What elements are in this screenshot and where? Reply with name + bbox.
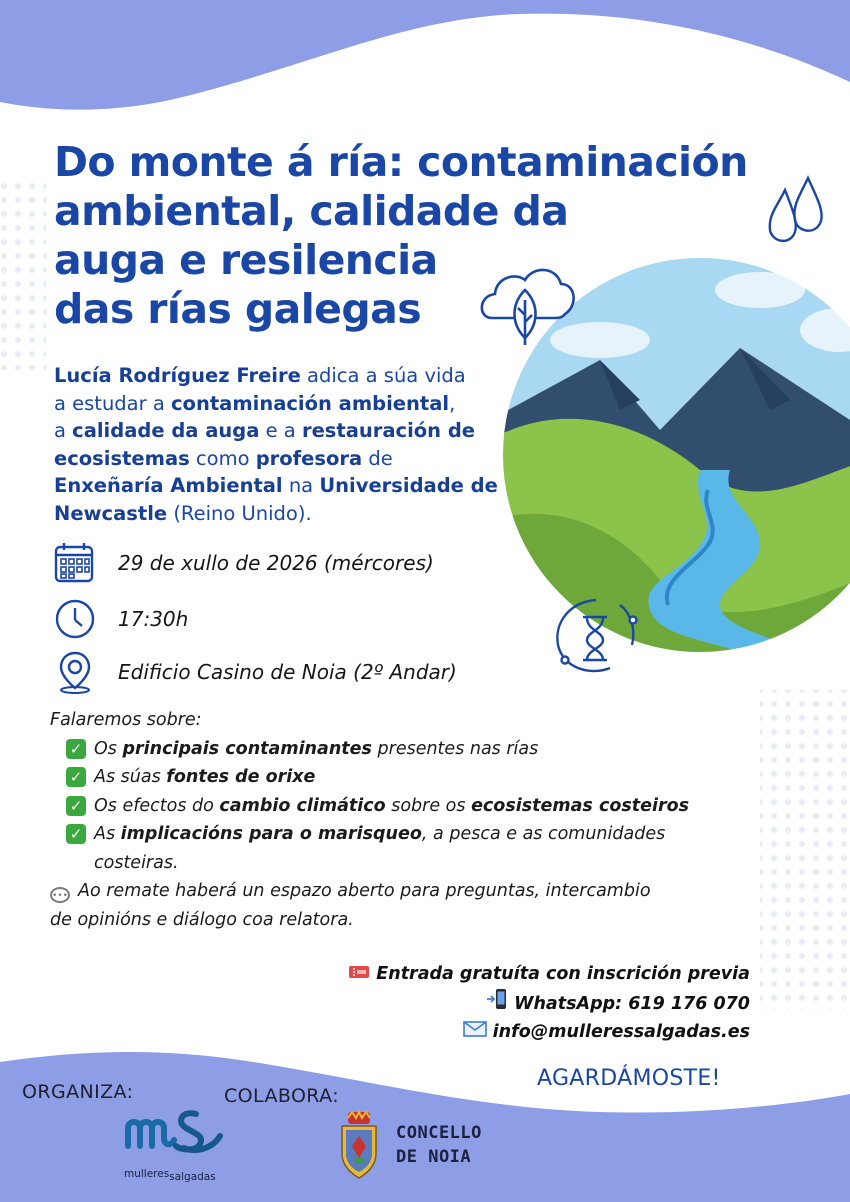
- email-line: [348, 1018, 750, 1047]
- envelope-icon: [463, 1018, 487, 1047]
- organiza-label: ORGANIZA:: [22, 1081, 134, 1103]
- bio-bold: contaminación ambiental: [171, 391, 450, 415]
- topic-item: [66, 763, 750, 792]
- logo-word-1: mulleres: [124, 1168, 170, 1180]
- mulleres-salgadas-logo: [124, 1106, 234, 1183]
- email-text[interactable]: info@mulleressalgadas.es: [492, 1022, 750, 1042]
- title-line-3: auga e resilencia: [54, 236, 438, 284]
- topic-part: As: [94, 824, 121, 844]
- concello-line-2: DE NOIA: [396, 1147, 472, 1167]
- phone-icon: [486, 989, 508, 1019]
- whatsapp-text[interactable]: WhatsApp: 619 176 070: [514, 993, 750, 1014]
- closing-slogan: AGARDÁMOSTE!: [537, 1066, 721, 1091]
- entry-text: Entrada gratuíta con inscrición previa: [376, 964, 750, 984]
- bio-text: ,: [449, 391, 456, 415]
- topic-item: [66, 792, 750, 821]
- topic-part: , a pesca e as comunidades: [421, 824, 666, 844]
- water-drops-icon: [770, 178, 822, 241]
- bio-text: de: [362, 446, 393, 470]
- topic-text: [94, 820, 665, 877]
- speaker-bio: [54, 362, 524, 527]
- topic-part: Os efectos do: [94, 795, 220, 816]
- closing-line-2: de opinións e diálogo coa relatora.: [50, 909, 354, 930]
- calendar-icon: [54, 541, 96, 585]
- bio-bold: Newcastle: [54, 501, 168, 525]
- speaker-name: Lucía Rodríguez Freire: [54, 364, 301, 387]
- bio-text: e a: [259, 419, 302, 442]
- mulleres-salgadas-mark: [124, 1106, 224, 1156]
- concello-text: [396, 1121, 482, 1169]
- entry-line: [348, 960, 750, 989]
- coat-of-arms-icon: [336, 1110, 382, 1180]
- bio-bold: Universidade de: [319, 474, 498, 497]
- bio-bold: restauración de: [301, 419, 476, 442]
- topic-part: sobre os: [385, 795, 472, 816]
- title-line-2: ambiental, calidade da: [54, 187, 569, 235]
- check-mark-icon: ✓: [66, 824, 86, 844]
- bio-text: a: [54, 419, 73, 442]
- title-line-1: Do monte á ría: contaminación: [54, 138, 748, 186]
- bio-text: na: [282, 474, 320, 497]
- topic-part: presentes nas rías: [371, 738, 539, 759]
- date-row: [54, 541, 434, 585]
- event-place: Edificio Casino de Noia (2º Andar): [118, 660, 457, 684]
- topic-bold: implicacións para o marisqueo: [120, 824, 422, 844]
- topic-item: [66, 735, 750, 764]
- event-time: 17:30h: [118, 607, 189, 631]
- dots-right: [760, 690, 850, 1010]
- ticket-icon: [348, 960, 370, 989]
- clock-icon: [54, 598, 96, 640]
- bio-text: (Reino Unido).: [167, 501, 312, 525]
- closing-note: [50, 877, 750, 934]
- topic-bold: fontes de orixe: [166, 767, 316, 787]
- location-pin-icon: [54, 650, 96, 694]
- concello-line-1: CONCELLO: [396, 1123, 482, 1143]
- contact-block: [348, 960, 750, 1047]
- colabora-label: COLABORA:: [224, 1085, 339, 1107]
- topic-text: [94, 792, 689, 821]
- check-mark-icon: ✓: [66, 796, 86, 816]
- mulleres-logo-text: [124, 1168, 234, 1183]
- bio-bold: Enxeñaría Ambiental: [54, 474, 283, 497]
- speech-bubble-icon: •••: [50, 887, 70, 903]
- closing-line-1: Ao remate haberá un espazo aberto para preguntas, intercambio: [78, 881, 651, 901]
- topic-bold: principais contaminantes: [122, 738, 372, 759]
- topic-item: [66, 820, 750, 877]
- check-mark-icon: ✓: [66, 767, 86, 787]
- bio-text: a estudar a: [54, 391, 171, 415]
- topic-text: [94, 735, 538, 764]
- bio-bold: profesora: [255, 446, 363, 470]
- topic-text: [94, 763, 315, 792]
- dots-left: [0, 180, 46, 370]
- bio-bold: calidade da auga: [72, 419, 260, 442]
- topic-part: costeiras.: [94, 852, 179, 873]
- whatsapp-line: [348, 989, 750, 1019]
- event-title: [54, 138, 774, 334]
- event-date: 29 de xullo de 2026 (mércores): [118, 551, 434, 575]
- topics-intro: Falaremos sobre:: [50, 710, 202, 730]
- bio-text: como: [189, 446, 256, 470]
- time-row: [54, 598, 188, 640]
- place-row: [54, 650, 457, 694]
- bio-bold: ecosistemas: [54, 446, 190, 470]
- topic-part: Os: [94, 738, 123, 759]
- bio-text: adica a súa vida: [300, 364, 466, 387]
- topic-part: As súas: [94, 767, 167, 787]
- topic-bold: cambio climático: [219, 795, 386, 816]
- title-line-4: das rías galegas: [54, 285, 422, 333]
- concello-noia-logo: [336, 1110, 482, 1180]
- check-mark-icon: ✓: [66, 739, 86, 759]
- topics-section: [50, 706, 750, 934]
- topic-bold: ecosistemas costeiros: [471, 795, 690, 816]
- logo-word-2: salgadas: [169, 1171, 216, 1183]
- top-wave: [0, 0, 850, 110]
